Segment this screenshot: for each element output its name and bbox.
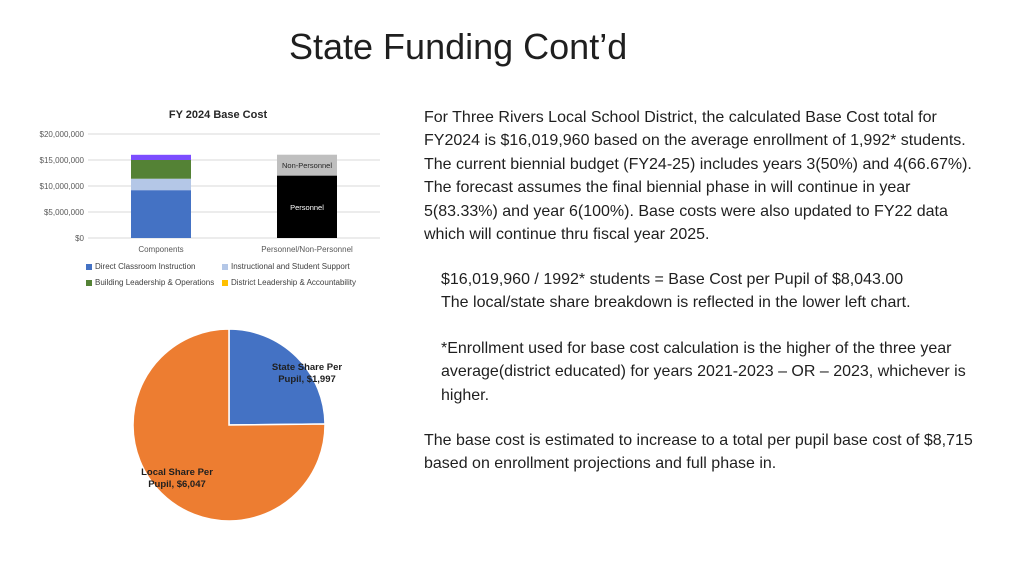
y-tick-label: $5,000,000 (43, 208, 84, 217)
base-cost-legend (86, 262, 386, 287)
slide-title: State Funding Cont’d (289, 26, 628, 67)
chart-title: FY 2024 Base Cost (168, 109, 268, 121)
bar-segment (131, 190, 191, 238)
legend-swatch (222, 280, 228, 286)
base-cost-paragraph (424, 106, 984, 246)
legend-swatch (86, 264, 92, 270)
per-pupil-paragraph (441, 268, 1001, 315)
legend-label: Building Leadership & Operations (95, 278, 215, 287)
pie-label: Pupil, $1,997 (278, 374, 336, 385)
legend-swatch (86, 280, 92, 286)
projection-paragraph (424, 429, 984, 476)
pie-label: State Share Per (271, 362, 343, 373)
legend-label: District Leadership & Accountability (231, 278, 356, 287)
pie-label: Local Share Per (141, 467, 213, 478)
legend-item (86, 278, 222, 287)
y-tick-label: $15,000,000 (39, 156, 84, 165)
x-tick-label: Personnel/Non-Personnel (261, 245, 353, 254)
bar-segment-label: Personnel (290, 202, 324, 212)
bar-segment (131, 160, 191, 179)
bar-segment-label: Non-Personnel (281, 161, 333, 171)
y-tick-label: $20,000,000 (39, 130, 84, 139)
share-pie-chart (126, 322, 343, 528)
legend-item (86, 262, 222, 271)
legend-swatch (222, 264, 228, 270)
legend-label: Direct Classroom Instruction (95, 262, 196, 271)
x-tick-label: Components (138, 245, 184, 254)
y-tick-label: $0 (75, 234, 84, 243)
legend-item (222, 262, 382, 271)
enrollment-note-text: *Enrollment used for base cost calculation is the higher of the three year average(district educated) for years 2021-2023 – OR – 2023, whichever is higher. (441, 340, 966, 404)
bar-segment (131, 155, 191, 160)
bar-segment (131, 179, 191, 190)
legend-label: Instructional and Student Support (231, 262, 350, 271)
enrollment-note-paragraph (441, 337, 981, 407)
per-pupil-calc-text: $16,019,960 / 1992* students = Base Cost per Pupil of $8,043.00 (441, 271, 904, 288)
projection-text: The base cost is estimated to increase to a total per pupil base cost of $8,715 based on enrollment projections and full phase in. (424, 432, 973, 473)
y-tick-label: $10,000,000 (39, 182, 84, 191)
pie-label: Pupil, $6,047 (148, 479, 206, 490)
base-cost-text: For Three Rivers Local School District, the calculated Base Cost total for FY2024 is $16,019,960 based on the average enrollment of 1,992* students. The current biennial budget (FY24-25) includes years 3(50%) and 4(66.67%). The forecast assumes the final biennial phase in will continue in year 5(83.33%) and year 6(100%). Base costs were also updated to FY22 data which will continue thru fiscal year 2025. (424, 109, 972, 244)
share-pie-chart-svg (126, 322, 343, 528)
legend-item (222, 278, 382, 287)
share-breakdown-text: The local/state share breakdown is reflected in the lower left chart. (441, 294, 911, 312)
